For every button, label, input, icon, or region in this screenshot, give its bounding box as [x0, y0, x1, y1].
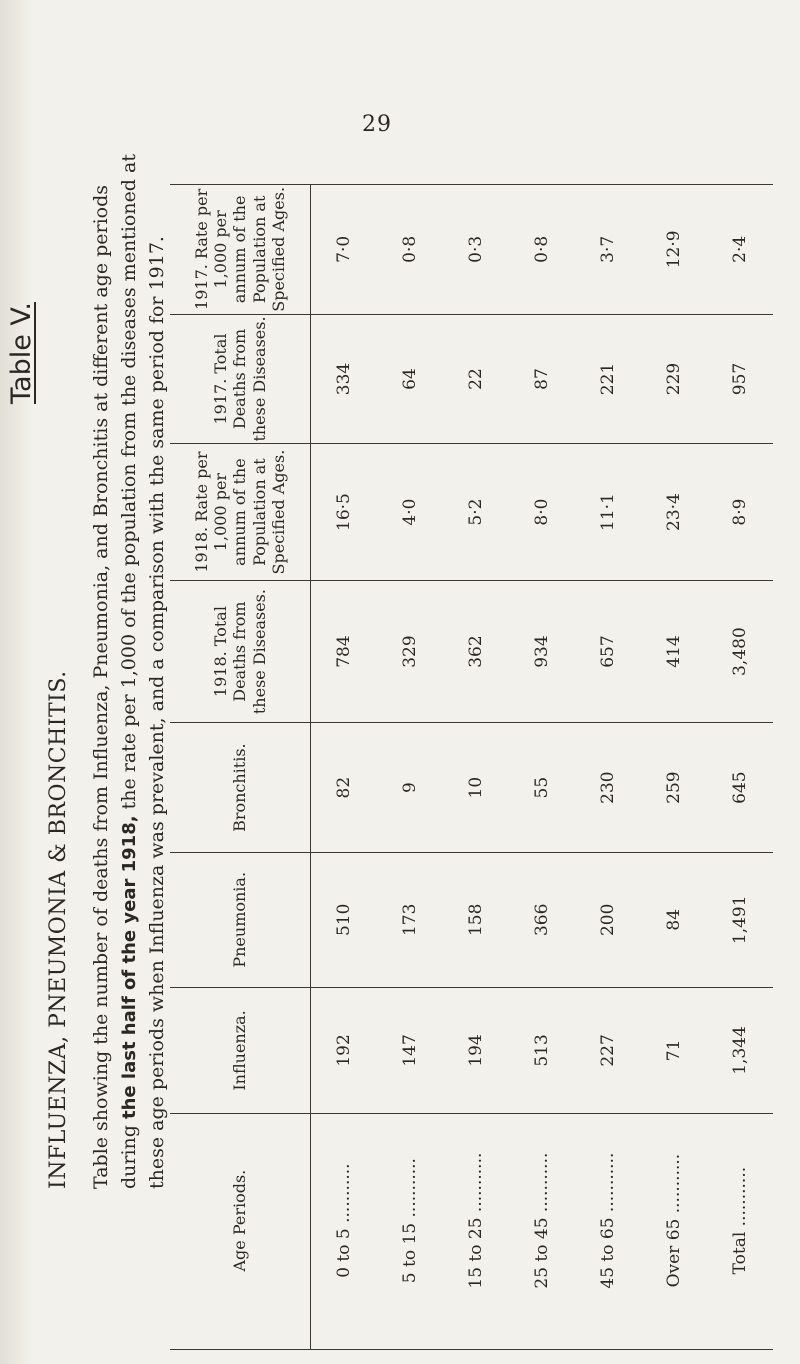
cell-total-1917: 22 [443, 314, 509, 444]
total-row [707, 185, 773, 1350]
caption-line-2-suffix: the rate per 1,000 of the population from the diseases mentioned at [118, 154, 140, 810]
cell-rate-1918: 4·0 [377, 444, 443, 581]
cell-pneumonia: 366 [509, 852, 575, 987]
cell-bronchitis: 9 [377, 723, 443, 853]
header-rate-1917: 1917. Rate per 1,000 per annum of the Population at Specified Ages. [170, 185, 311, 315]
cell-age: Total ........... [707, 1114, 773, 1350]
cell-total-1917: 957 [707, 314, 773, 444]
cell-influenza: 1,344 [707, 987, 773, 1114]
cell-total-1917: 229 [641, 314, 707, 444]
cell-rate-1917: 2·4 [707, 185, 773, 315]
cell-influenza: 513 [509, 987, 575, 1114]
header-row [170, 185, 311, 1350]
cell-influenza: 147 [377, 987, 443, 1114]
table-row [443, 185, 509, 1350]
cell-age: 0 to 5 ........... [311, 1114, 378, 1350]
cell-total-1917: 334 [311, 314, 378, 444]
cell-influenza: 71 [641, 987, 707, 1114]
caption-line-3: these age periods when Influenza was prevalent, and a comparison with the same period for 1917. [146, 236, 168, 1189]
cell-total-1918: 934 [509, 580, 575, 722]
cell-pneumonia: 200 [575, 852, 641, 987]
cell-pneumonia: 84 [641, 852, 707, 987]
cell-age: Over 65 ........... [641, 1114, 707, 1350]
caption-line-2 [118, 154, 140, 1189]
cell-rate-1918: 8·9 [707, 444, 773, 581]
cell-total-1917: 87 [509, 314, 575, 444]
caption-line-2-bold: the last half of the year 1918, [119, 815, 140, 1119]
rotated-page-content [0, 154, 780, 1364]
caption-line-1: Table showing the number of deaths from Influenza, Pneumonia, and Bronchitis at different age periods [90, 184, 112, 1189]
cell-rate-1917: 7·0 [311, 185, 378, 315]
cell-total-1917: 221 [575, 314, 641, 444]
cell-total-1918: 362 [443, 580, 509, 722]
cell-influenza: 194 [443, 987, 509, 1114]
cell-influenza: 227 [575, 987, 641, 1114]
table-row [311, 185, 378, 1350]
table-row [377, 185, 443, 1350]
header-bronchitis: Bronchitis. [170, 723, 311, 853]
cell-rate-1918: 16·5 [311, 444, 378, 581]
header-influenza: Influenza. [170, 987, 311, 1114]
cell-rate-1917: 0·3 [443, 185, 509, 315]
cell-total-1918: 329 [377, 580, 443, 722]
header-age-periods: Age Periods. [170, 1114, 311, 1350]
header-pneumonia: Pneumonia. [170, 852, 311, 987]
cell-influenza: 192 [311, 987, 378, 1114]
cell-total-1918: 414 [641, 580, 707, 722]
cell-total-1918: 657 [575, 580, 641, 722]
cell-total-1918: 784 [311, 580, 378, 722]
cell-pneumonia: 1,491 [707, 852, 773, 987]
cell-rate-1918: 8·0 [509, 444, 575, 581]
cell-pneumonia: 510 [311, 852, 378, 987]
cell-age: 15 to 25 ........... [443, 1114, 509, 1350]
cell-rate-1917: 3·7 [575, 185, 641, 315]
cell-rate-1918: 11·1 [575, 444, 641, 581]
cell-rate-1918: 5·2 [443, 444, 509, 581]
page-number: 29 [362, 112, 392, 137]
cell-age: 45 to 65 ........... [575, 1114, 641, 1350]
cell-total-1918: 3,480 [707, 580, 773, 722]
caption-line-2-prefix: during [118, 1125, 140, 1189]
cell-bronchitis: 645 [707, 723, 773, 853]
header-rate-1918: 1918. Rate per 1,000 per annum of the Population at Specified Ages. [170, 444, 311, 581]
table-body [311, 185, 774, 1350]
cell-total-1917: 64 [377, 314, 443, 444]
table-label: Table V. [6, 302, 37, 404]
table-row [509, 185, 575, 1350]
cell-bronchitis: 10 [443, 723, 509, 853]
table-row [575, 185, 641, 1350]
table-title: INFLUENZA, PNEUMONIA & BRONCHITIS. [46, 670, 71, 1189]
cell-age: 25 to 45 ........... [509, 1114, 575, 1350]
cell-bronchitis: 259 [641, 723, 707, 853]
mortality-table [170, 184, 773, 1350]
cell-rate-1917: 0·8 [377, 185, 443, 315]
header-total-1917: 1917. Total Deaths from these Diseases. [170, 314, 311, 444]
cell-pneumonia: 158 [443, 852, 509, 987]
page-body [0, 154, 780, 1364]
cell-rate-1918: 23·4 [641, 444, 707, 581]
cell-bronchitis: 55 [509, 723, 575, 853]
cell-bronchitis: 230 [575, 723, 641, 853]
cell-bronchitis: 82 [311, 723, 378, 853]
header-total-1918: 1918. Total Deaths from these Diseases. [170, 580, 311, 722]
cell-age: 5 to 15 ........... [377, 1114, 443, 1350]
cell-rate-1917: 0·8 [509, 185, 575, 315]
table-row [641, 185, 707, 1350]
cell-rate-1917: 12·9 [641, 185, 707, 315]
cell-pneumonia: 173 [377, 852, 443, 987]
